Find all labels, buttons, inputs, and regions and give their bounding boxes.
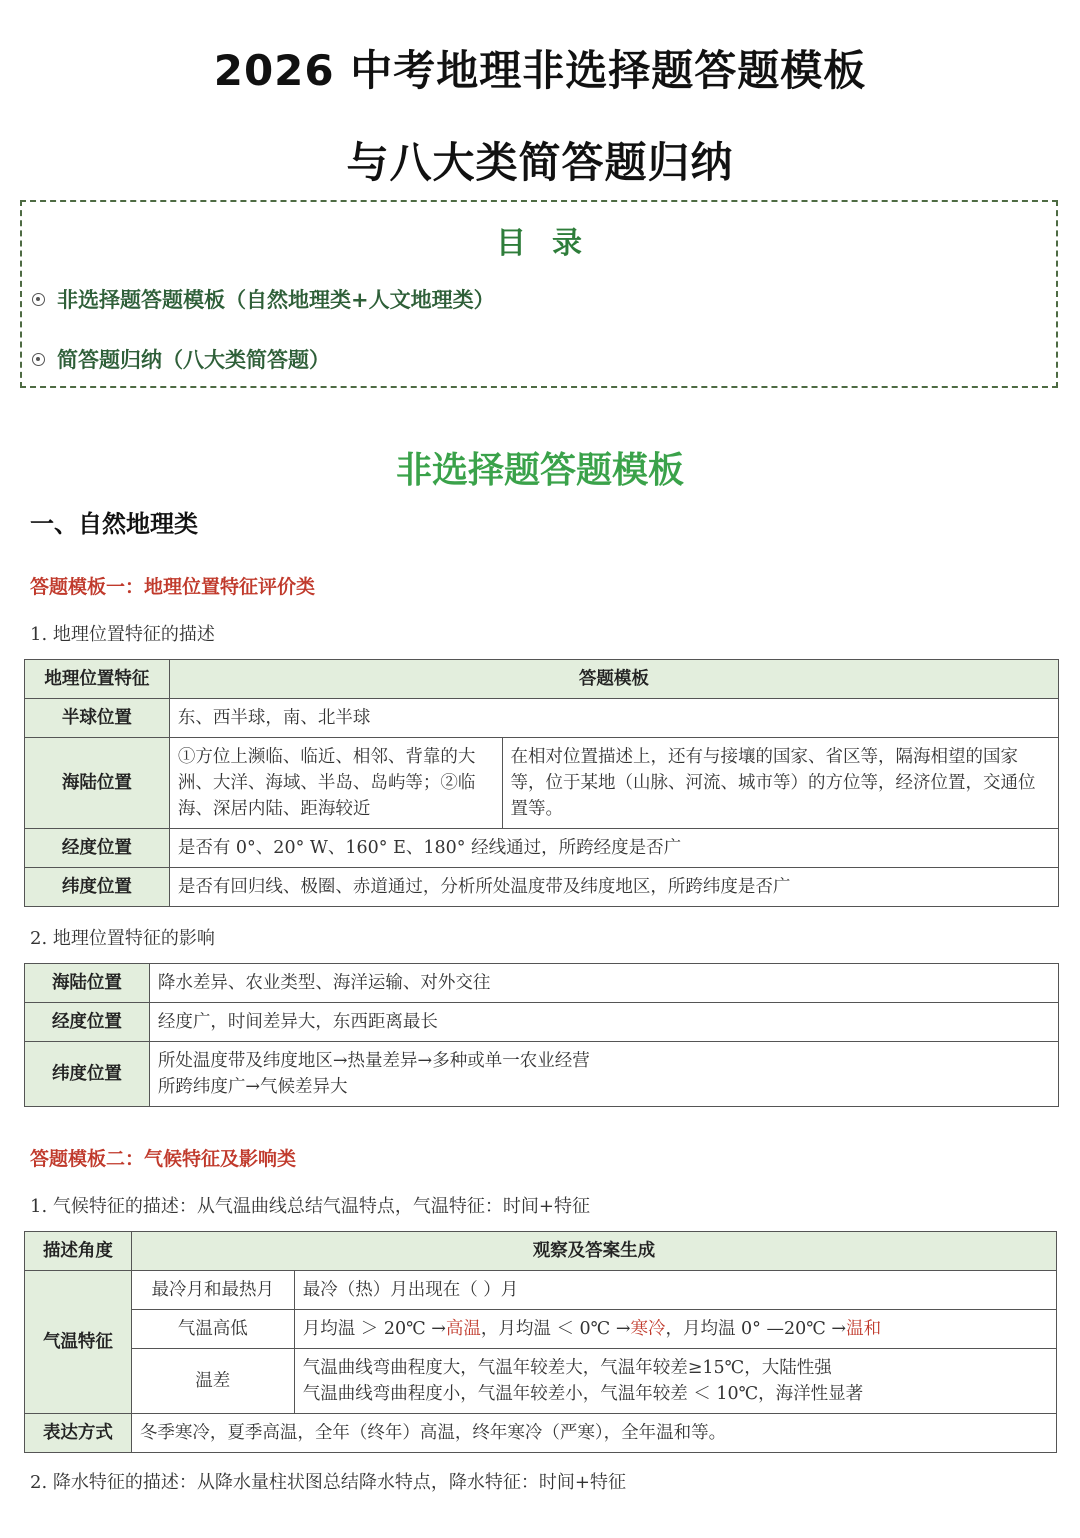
value-line: 气温曲线弯曲程度大，气温年较差大，气温年较差≥15℃，大陆性强 — [302, 1358, 832, 1378]
circle-bullet-icon — [32, 353, 45, 366]
toc-heading: 目录 — [496, 226, 608, 261]
table-row — [25, 738, 1059, 829]
row-key: 经度位置 — [25, 829, 170, 868]
row-key: 纬度位置 — [25, 868, 170, 907]
table-row — [25, 1349, 1057, 1414]
toc-item-label: 简答题归纳（八大类简答题） — [57, 348, 330, 372]
row-value: 是否有 0°、20° W、160° E、180° 经线通过，所跨经度是否广 — [169, 829, 1058, 868]
toc-item[interactable] — [32, 284, 495, 314]
template1-sub1: 1. 地理位置特征的描述 — [30, 624, 215, 645]
circle-bullet-icon — [32, 293, 45, 306]
page-title-line2: 与八大类简答题归纳 — [346, 138, 734, 187]
table-of-contents — [20, 200, 1058, 388]
row-value: 经度广，时间差异大，东西距离最长 — [149, 1003, 1058, 1042]
template1-sub2: 2. 地理位置特征的影响 — [30, 928, 215, 949]
table-header: 地理位置特征 — [25, 660, 170, 699]
climate-table — [24, 1231, 1057, 1453]
text-part: ，月均温 ＜ 0℃ → — [480, 1319, 631, 1339]
row-value: 东、西半球，南、北半球 — [169, 699, 1058, 738]
row-value — [149, 1042, 1058, 1107]
row-value — [294, 1349, 1056, 1414]
table-header: 答题模板 — [169, 660, 1058, 699]
location-description-table — [24, 659, 1059, 907]
row-value: 在相对位置描述上，还有与接壤的国家、省区等，隔海相望的国家等，位于某地（山脉、河流、城市等）的方位等，经济位置，交通位置等。 — [502, 738, 1058, 829]
page-title-line1: 2026 中考地理非选择题答题模板 — [213, 46, 867, 95]
row-value: 降水差异、农业类型、海洋运输、对外交往 — [149, 964, 1058, 1003]
row-label: 最冷月和最热月 — [131, 1271, 294, 1310]
row-key: 经度位置 — [25, 1003, 150, 1042]
value-line: 所处温度带及纬度地区→热量差异→多种或单一农业经营 — [157, 1051, 590, 1071]
row-key: 纬度位置 — [25, 1042, 150, 1107]
table-row — [25, 1310, 1057, 1349]
row-value — [294, 1310, 1056, 1349]
row-value: 最冷（热）月出现在（ ）月 — [294, 1271, 1056, 1310]
table-header: 描述角度 — [25, 1232, 132, 1271]
row-key: 海陆位置 — [25, 964, 150, 1003]
table-row — [25, 1042, 1059, 1107]
highlight-text: 温和 — [846, 1319, 882, 1339]
highlight-text: 高温 — [445, 1319, 481, 1339]
row-key: 半球位置 — [25, 699, 170, 738]
row-key: 海陆位置 — [25, 738, 170, 829]
table-row — [25, 964, 1059, 1003]
template1-heading: 答题模板一：地理位置特征评价类 — [30, 576, 316, 598]
row-value: ①方位上濒临、临近、相邻、背靠的大洲、大洋、海域、半岛、岛屿等；②临海、深居内陆、距海较近 — [169, 738, 502, 829]
row-key: 表达方式 — [25, 1414, 132, 1453]
table-row — [25, 868, 1059, 907]
text-part: 月均温 ＞ 20℃ → — [302, 1319, 446, 1339]
template2-heading: 答题模板二：气候特征及影响类 — [30, 1148, 297, 1170]
row-value: 是否有回归线、极圈、赤道通过，分析所处温度带及纬度地区，所跨纬度是否广 — [169, 868, 1058, 907]
section-title: 非选择题答题模板 — [395, 450, 684, 491]
location-influence-table — [24, 963, 1059, 1107]
table-row — [25, 829, 1059, 868]
category-heading: 一、自然地理类 — [30, 510, 198, 538]
group-key: 气温特征 — [25, 1271, 132, 1414]
row-label: 温差 — [131, 1349, 294, 1414]
toc-item[interactable] — [32, 344, 330, 374]
row-label: 气温高低 — [131, 1310, 294, 1349]
template2-sub1: 1. 气候特征的描述：从气温曲线总结气温特点，气温特征：时间+特征 — [30, 1196, 590, 1217]
table-row — [25, 1271, 1057, 1310]
value-line: 气温曲线弯曲程度小，气温年较差小，气温年较差 ＜ 10℃，海洋性显著 — [302, 1384, 864, 1404]
row-value: 冬季寒冷，夏季高温，全年（终年）高温，终年寒冷（严寒），全年温和等。 — [131, 1414, 1056, 1453]
toc-item-label: 非选择题答题模板（自然地理类+人文地理类） — [57, 288, 495, 312]
table-header: 观察及答案生成 — [131, 1232, 1056, 1271]
template2-sub2: 2. 降水特征的描述：从降水量柱状图总结降水特点，降水特征：时间+特征 — [30, 1472, 626, 1493]
table-row — [25, 1003, 1059, 1042]
table-row — [25, 699, 1059, 738]
text-part: ，月均温 0° —20℃ → — [665, 1319, 847, 1339]
value-line: 所跨纬度广→气候差异大 — [157, 1077, 348, 1097]
highlight-text: 寒冷 — [630, 1319, 666, 1339]
table-row — [25, 1414, 1057, 1453]
